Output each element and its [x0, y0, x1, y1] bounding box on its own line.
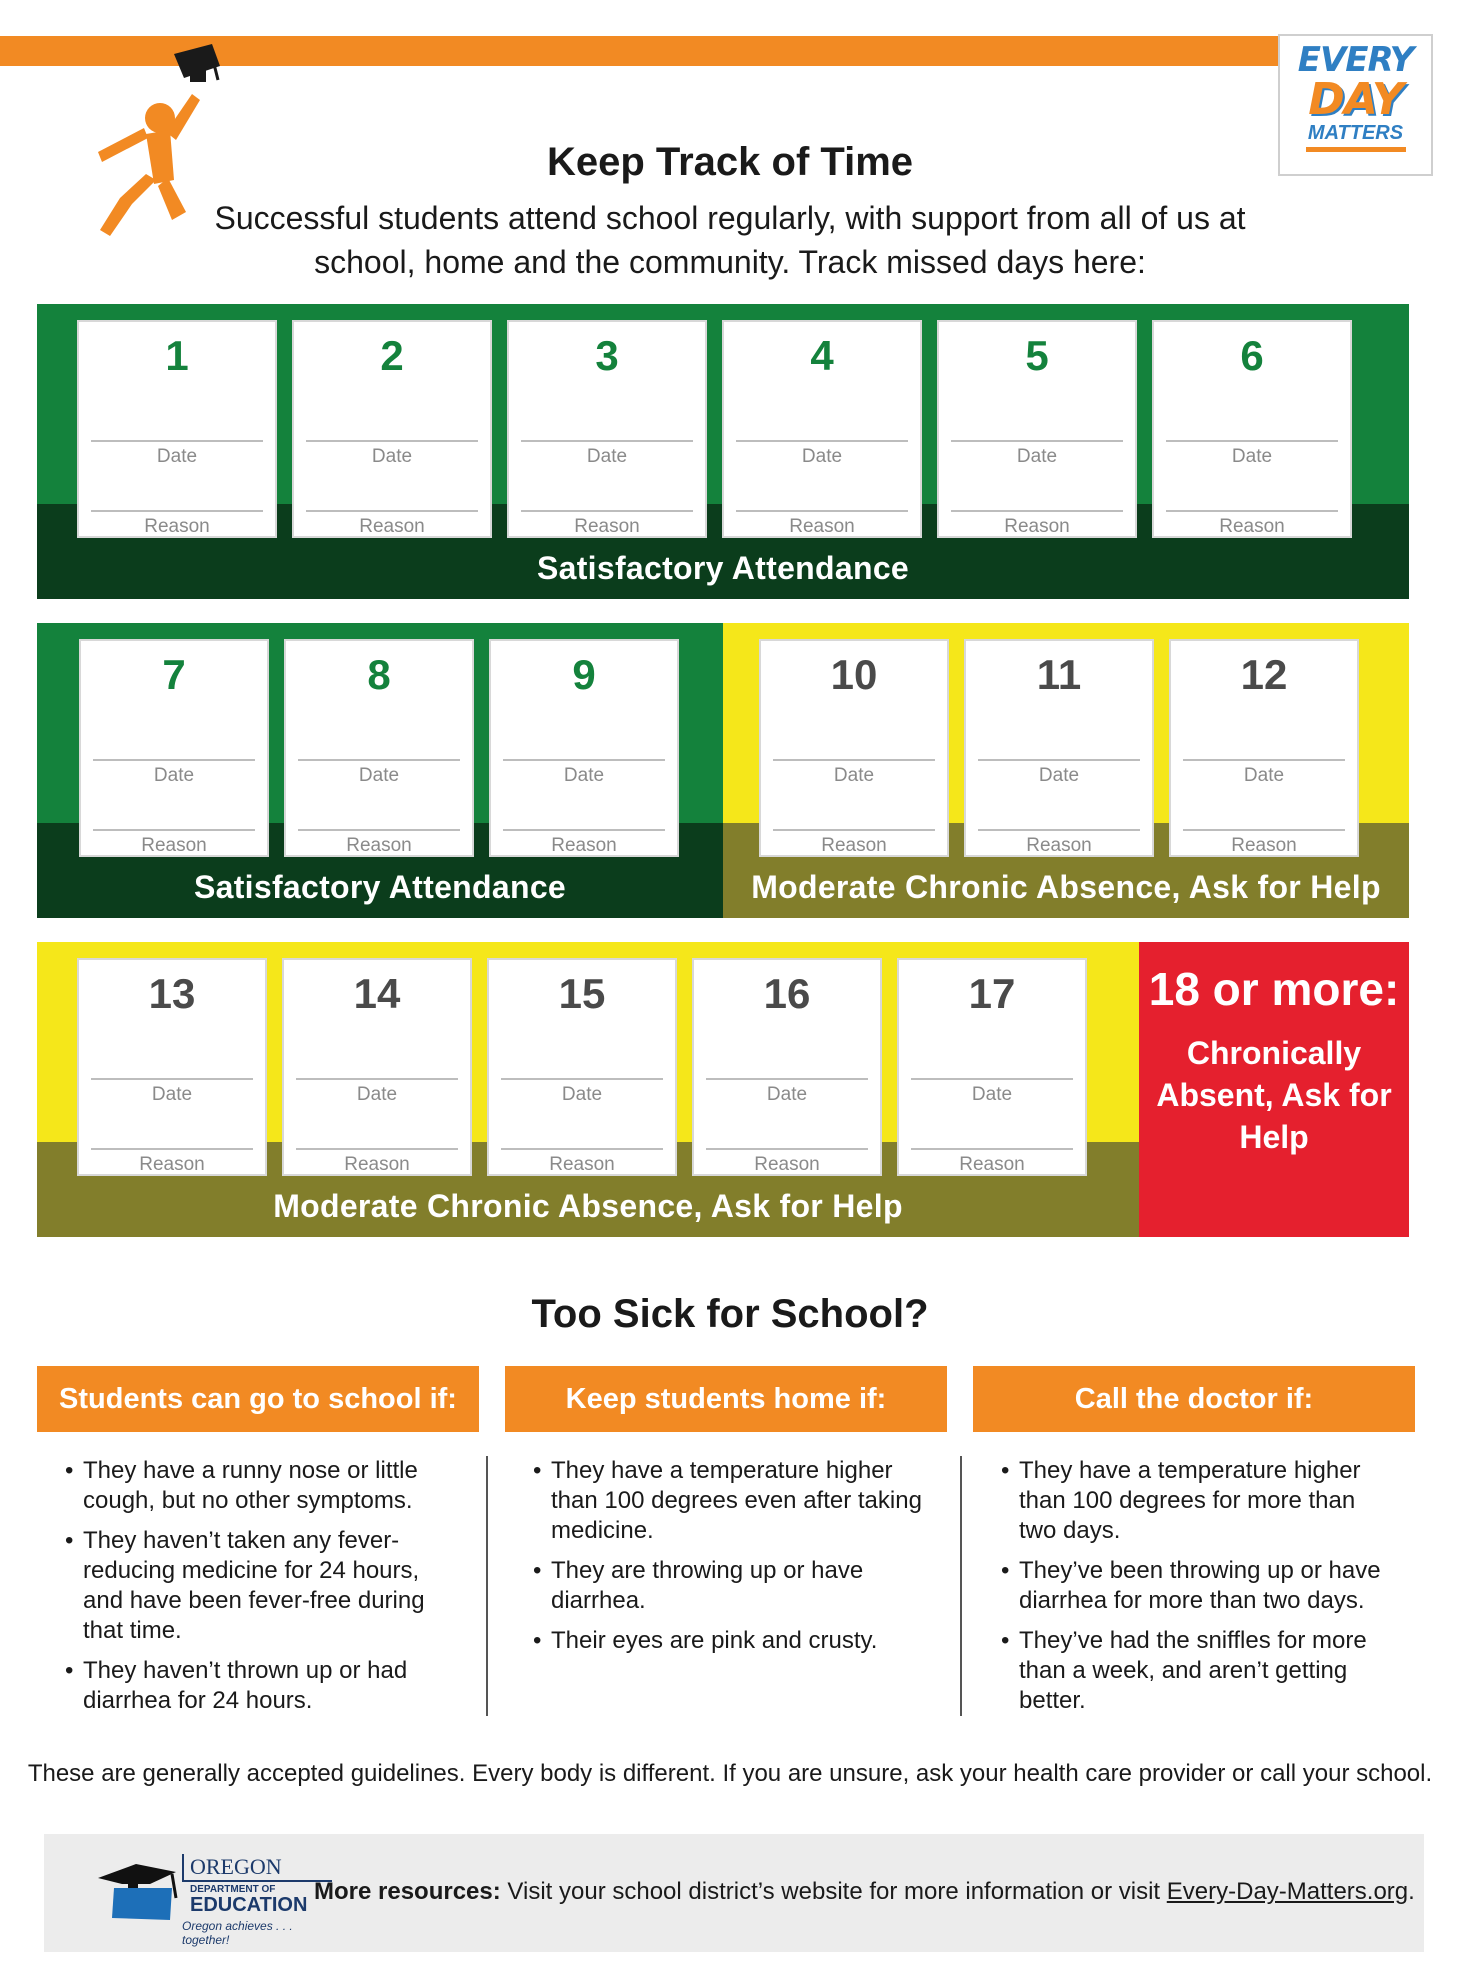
- date-field[interactable]: Date: [356, 1084, 398, 1105]
- day-number: 9: [572, 651, 596, 698]
- column-heading: Call the doctor if:: [973, 1366, 1415, 1432]
- attendance-row-2: [37, 623, 1409, 918]
- logo-line-matters: MATTERS: [1307, 122, 1404, 144]
- reason-field[interactable]: Reason: [139, 1154, 205, 1175]
- chronic-message: Chronically Absent, Ask for Help: [1156, 1035, 1392, 1155]
- list-item: • They’ve had the sniffles for more than a week, and aren’t getting better.: [1001, 1626, 1391, 1716]
- reason-field[interactable]: Reason: [1026, 835, 1092, 856]
- day-number: 15: [558, 970, 606, 1017]
- day-number: 4: [810, 332, 834, 379]
- reason-field[interactable]: Reason: [549, 1154, 615, 1175]
- day-card[interactable]: [722, 320, 922, 538]
- segment-label: Moderate Chronic Absence, Ask for Help: [273, 1188, 903, 1224]
- day-card[interactable]: [692, 958, 882, 1176]
- segment-label: Satisfactory Attendance: [193, 869, 567, 905]
- day-number: 12: [1240, 651, 1288, 698]
- day-number: 16: [763, 970, 811, 1017]
- day-number: 11: [1036, 651, 1082, 698]
- reason-field[interactable]: Reason: [551, 835, 617, 856]
- date-field[interactable]: Date: [586, 446, 628, 467]
- reason-field[interactable]: Reason: [789, 516, 855, 537]
- resources-label: More resources:: [314, 1878, 501, 1905]
- segment-label: Satisfactory Attendance: [536, 550, 910, 586]
- day-card[interactable]: [487, 958, 677, 1176]
- attendance-row-1: [37, 304, 1409, 599]
- chronically-absent-box: [1139, 942, 1409, 1237]
- list-item: • They haven’t thrown up or had diarrhea for 24 hours.: [65, 1656, 455, 1716]
- disclaimer-text: These are generally accepted guidelines. Every body is different. If you are unsure, ask your health care provider or call your school.: [27, 1760, 1433, 1787]
- day-number: 10: [830, 651, 878, 698]
- list-item: • They haven’t taken any fever-reducing medicine for 24 hours, and have been fever-free during that time.: [65, 1526, 455, 1646]
- day-card[interactable]: [964, 639, 1154, 857]
- list-item: • They’ve been throwing up or have diarrhea for more than two days.: [1001, 1556, 1391, 1616]
- date-field[interactable]: Date: [833, 765, 875, 786]
- date-field[interactable]: Date: [153, 765, 195, 786]
- day-number: 6: [1240, 332, 1264, 379]
- date-field[interactable]: Date: [1231, 446, 1273, 467]
- column-heading: Students can go to school if:: [37, 1366, 479, 1432]
- reason-field[interactable]: Reason: [574, 516, 640, 537]
- day-card[interactable]: [1169, 639, 1359, 857]
- list-item: • They have a runny nose or little cough, but no other symptoms.: [65, 1456, 455, 1516]
- reason-field[interactable]: Reason: [959, 1154, 1025, 1175]
- logo-line-day: DAY: [1308, 74, 1403, 125]
- day-card[interactable]: [759, 639, 949, 857]
- day-number: 5: [1025, 332, 1049, 379]
- page-title: Keep Track of Time: [546, 140, 914, 184]
- guideline-list: [37, 1456, 479, 1716]
- reason-field[interactable]: Reason: [344, 1154, 410, 1175]
- resources-end: .: [1408, 1878, 1415, 1905]
- sick-section-title: Too Sick for School?: [531, 1292, 929, 1336]
- reason-field[interactable]: Reason: [754, 1154, 820, 1175]
- reason-field[interactable]: Reason: [144, 516, 210, 537]
- attendance-segment: [37, 942, 1139, 1237]
- org-name: OREGON: [182, 1854, 332, 1882]
- org-department: DEPARTMENT OF: [190, 1884, 276, 1895]
- day-card[interactable]: [507, 320, 707, 538]
- day-number: 7: [162, 651, 186, 698]
- day-card[interactable]: [1152, 320, 1352, 538]
- attendance-row-3: [37, 942, 1409, 1237]
- column-heading: Keep students home if:: [505, 1366, 947, 1432]
- guideline-list: [505, 1456, 947, 1656]
- reason-field[interactable]: Reason: [1231, 835, 1297, 856]
- date-field[interactable]: Date: [801, 446, 843, 467]
- reason-field[interactable]: Reason: [141, 835, 207, 856]
- attendance-segment: [723, 623, 1409, 918]
- day-card[interactable]: [77, 320, 277, 538]
- guideline-list: [973, 1456, 1415, 1716]
- date-field[interactable]: Date: [766, 1084, 808, 1105]
- date-field[interactable]: Date: [358, 765, 400, 786]
- day-number: 3: [595, 332, 619, 379]
- graduation-cap-icon: [174, 44, 220, 82]
- resources-link[interactable]: Every-Day-Matters.org: [1166, 1878, 1409, 1905]
- date-field[interactable]: Date: [1038, 765, 1080, 786]
- attendance-segment: [37, 304, 1409, 599]
- day-number: 1: [165, 332, 189, 379]
- date-field[interactable]: Date: [151, 1084, 193, 1105]
- sick-column-go: [37, 1366, 479, 1726]
- day-card[interactable]: [284, 639, 474, 857]
- date-field[interactable]: Date: [156, 446, 198, 467]
- sick-column-doctor: [973, 1366, 1415, 1726]
- date-field[interactable]: Date: [371, 446, 413, 467]
- list-item: • They have a temperature higher than 100 degrees even after taking medicine.: [533, 1456, 923, 1546]
- day-card[interactable]: [282, 958, 472, 1176]
- reason-field[interactable]: Reason: [359, 516, 425, 537]
- chronic-threshold: 18 or more:: [1148, 963, 1400, 1015]
- segment-label: Moderate Chronic Absence, Ask for Help: [751, 869, 1381, 905]
- footer-bar: [44, 1834, 1424, 1952]
- date-field[interactable]: Date: [1243, 765, 1285, 786]
- day-number: 13: [148, 970, 196, 1017]
- sick-column-home: [505, 1366, 947, 1666]
- reason-field[interactable]: Reason: [1219, 516, 1285, 537]
- day-number: 17: [968, 970, 1016, 1017]
- date-field[interactable]: Date: [563, 765, 605, 786]
- org-education: EDUCATION: [190, 1894, 308, 1916]
- list-item: • They are throwing up or have diarrhea.: [533, 1556, 923, 1616]
- date-field[interactable]: Date: [1016, 446, 1058, 467]
- oregon-education-logo: [182, 1854, 332, 1947]
- org-tagline: Oregon achieves . . . together!: [182, 1919, 293, 1947]
- column-divider: [960, 1456, 962, 1716]
- date-field[interactable]: Date: [971, 1084, 1013, 1105]
- day-card[interactable]: [489, 639, 679, 857]
- list-item: • They have a temperature higher than 100 degrees for more than two days.: [1001, 1456, 1391, 1546]
- day-number: 2: [380, 332, 404, 379]
- day-card[interactable]: [79, 639, 269, 857]
- day-card[interactable]: [937, 320, 1137, 538]
- day-card[interactable]: [897, 958, 1087, 1176]
- day-number: 8: [367, 651, 391, 698]
- reason-field[interactable]: Reason: [346, 835, 412, 856]
- day-card[interactable]: [292, 320, 492, 538]
- list-item: • Their eyes are pink and crusty.: [533, 1626, 923, 1656]
- logo-line-every: EVERY: [1297, 40, 1414, 80]
- column-divider: [486, 1456, 488, 1716]
- oregon-map-icon: [92, 1858, 182, 1928]
- reason-field[interactable]: Reason: [821, 835, 887, 856]
- reason-field[interactable]: Reason: [1004, 516, 1070, 537]
- intro-text: Successful students attend school regularly, with support from all of us at school, home and the community. Track missed days here:: [214, 200, 1246, 280]
- day-number: 14: [353, 970, 401, 1017]
- resources-body: Visit your school district’s website for more information or visit: [500, 1878, 1167, 1905]
- day-card[interactable]: [77, 958, 267, 1176]
- date-field[interactable]: Date: [561, 1084, 603, 1105]
- resources-text: [314, 1878, 1415, 1906]
- attendance-segment: [37, 623, 723, 918]
